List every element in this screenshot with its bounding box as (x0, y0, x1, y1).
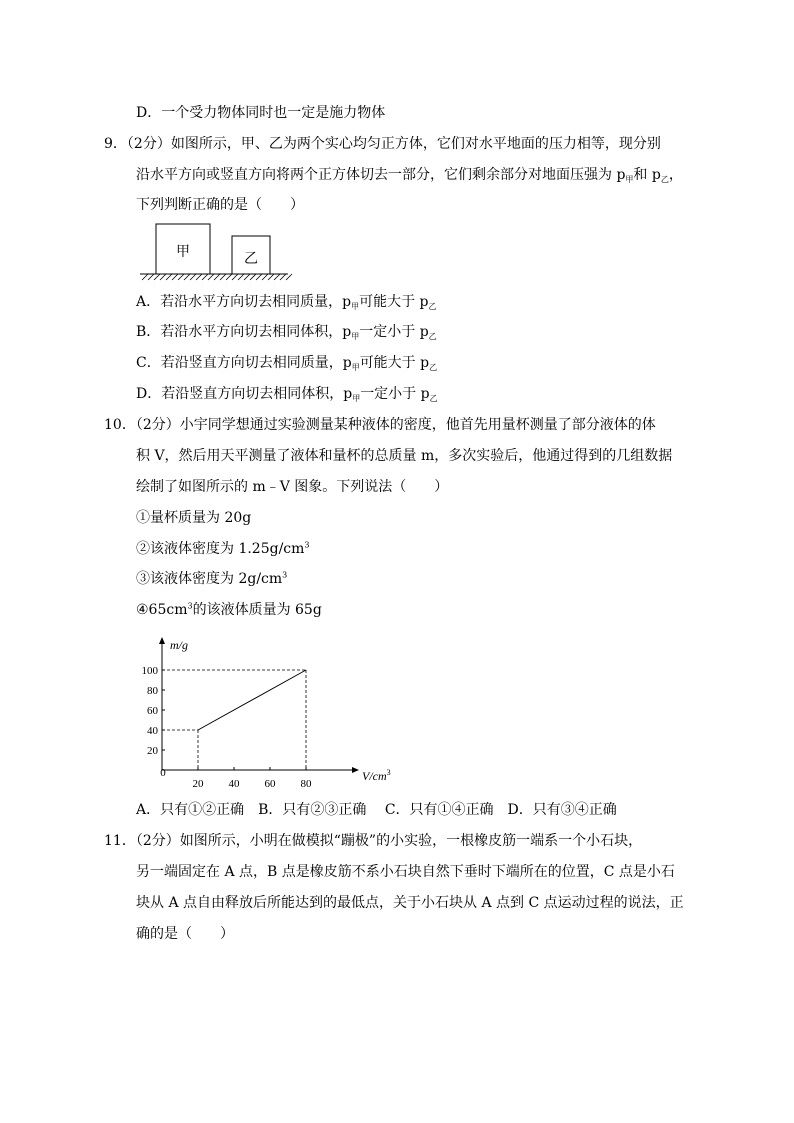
q9-stem-line1 (104, 135, 661, 153)
q9-option-c-sub2: 乙 (429, 363, 438, 372)
q9-option-b-sub2: 乙 (428, 332, 437, 341)
q9-option-c (136, 354, 437, 374)
q10-statement-4-sup: 3 (187, 601, 193, 611)
hatch-mark (268, 274, 274, 280)
q9-option-a-text: A．若沿水平方向切去相同质量，p (136, 294, 352, 310)
q10-statement-2-text: ②该液体密度为 1.25g/cm (136, 541, 305, 557)
y-tick-label: 40 (147, 725, 158, 737)
q10-statement-2-sup: 3 (304, 540, 310, 550)
q9-option-d-mid: 一定小于 p (360, 386, 430, 402)
q9-score: （2分） (126, 136, 171, 152)
q9-cubes-figure (138, 222, 298, 284)
x-tick-label: 20 (192, 778, 204, 788)
q10-statement-4-text: ④65cm (136, 602, 188, 618)
hatch-mark (244, 274, 250, 280)
hatch-mark (226, 274, 232, 280)
series-line-m-v (198, 670, 306, 730)
q9-option-c-text: C．若沿竖直方向切去相同质量，p (136, 355, 352, 371)
q11-score: （2分） (135, 833, 180, 849)
q10-statement-4-tail: 的该液体质量为 65g (192, 602, 322, 618)
hatch-mark (208, 274, 214, 280)
y-tick-label: 60 (147, 705, 158, 717)
q11-stem-line1 (104, 832, 642, 850)
q10-score: （2分） (135, 417, 180, 433)
q10-stem-line2: 积 V，然后用天平测量了液体和量杯的总质量 m，多次实验后，他通过得到的几组数据 (136, 448, 673, 464)
hatch-mark (214, 274, 220, 280)
hatch-mark (202, 274, 208, 280)
y-tick-label: 80 (147, 685, 158, 697)
q9-option-a-sub1: 甲 (351, 302, 360, 311)
q9-number: 9． (104, 136, 127, 152)
q9-stem-end: ， (668, 167, 683, 183)
hatch-mark (238, 274, 244, 280)
hatch-mark (148, 274, 154, 280)
q10-statement-3 (136, 570, 287, 588)
q10-stem-text1: 小宇同学想通过实验测量某种液体的密度，他首先用量杯测量了部分液体的体 (179, 417, 656, 433)
cube-yi-label: 乙 (244, 252, 258, 267)
q11-stem-line2: 另一端固定在 A 点，B 点是橡皮筋不系小石块自然下垂时下端所在的位置，C 点是小石 (136, 864, 675, 880)
hatch-mark (190, 274, 196, 280)
x-tick-label: 80 (300, 778, 312, 788)
hatch-mark (250, 274, 256, 280)
hatch-mark (172, 274, 178, 280)
q9-option-a-mid: 可能大于 p (359, 294, 429, 310)
q11-number: 11． (104, 833, 136, 849)
y-axis-label: m/g (170, 638, 188, 652)
q9-sub-yi: 乙 (660, 175, 669, 184)
q9-option-c-sub1: 甲 (351, 363, 360, 372)
q9-option-a (136, 293, 437, 313)
q11-stem-line4: 确的是（ ） (136, 926, 234, 942)
hatch-mark (184, 274, 190, 280)
hatch-mark (196, 274, 202, 280)
q9-option-d-text: D．若沿竖直方向切去相同体积，p (136, 386, 353, 402)
q9-option-c-mid: 可能大于 p (359, 355, 430, 371)
q10-statement-3-text: ③该液体密度为 2g/cm (136, 571, 283, 587)
q10-statement-4 (136, 601, 322, 619)
q9-option-d (136, 385, 438, 405)
cube-jia-label: 甲 (176, 245, 190, 260)
hatch-mark (280, 274, 286, 280)
ground-hatching (142, 274, 292, 280)
hatch-mark (178, 274, 184, 280)
q9-option-a-sub2: 乙 (428, 302, 437, 311)
q10-statement-2 (136, 540, 310, 558)
q9-option-b-text: B．若沿水平方向切去相同体积，p (136, 324, 352, 340)
hatch-mark (256, 274, 262, 280)
x-axis-label: $V/cm^3$ (362, 768, 391, 783)
q9-sub-jia: 甲 (625, 175, 634, 184)
q9-option-b (136, 323, 437, 343)
q11-stem-text1: 如图所示，小明在做模拟“蹦极”的小实验，一根橡皮筋一端系一个小石块， (179, 833, 643, 849)
hatch-mark (274, 274, 280, 280)
hatch-mark (154, 274, 160, 280)
origin-label: 0 (160, 767, 166, 779)
y-tick-label: 20 (147, 745, 158, 757)
q9-stem-line3: 下列判断正确的是（ ） (136, 197, 304, 213)
q9-option-d-sub2: 乙 (429, 394, 438, 403)
q9-option-b-mid: 一定小于 p (359, 324, 429, 340)
hatch-mark (166, 274, 172, 280)
hatch-mark (262, 274, 268, 280)
q11-stem-line3: 块从 A 点自由释放后所能达到的最低点，关于小石块从 A 点到 C 点运动过程的说法，正 (136, 895, 684, 911)
q10-number: 10． (104, 417, 136, 433)
q9-stem-line2 (136, 166, 683, 186)
q10-mv-chart (136, 630, 406, 788)
q10-stem-line1 (104, 416, 656, 434)
y-tick-label: 100 (141, 665, 158, 677)
q9-stem-text2: 沿水平方向或竖直方向将两个正方体切去一部分，它们剩余部分对地面压强为 p (136, 167, 626, 183)
q10-statement-3-sup: 3 (282, 570, 288, 580)
q9-stem-mid: 和 p (633, 167, 661, 183)
q10-statement-1 (136, 509, 251, 527)
q10-stem-line3: 绘制了如图所示的 m﹣V 图象。下列说法（ ） (136, 479, 449, 495)
q9-option-b-sub1: 甲 (351, 332, 360, 341)
hatch-mark (220, 274, 226, 280)
hatch-mark (286, 274, 292, 280)
q9-option-d-sub1: 甲 (352, 394, 361, 403)
x-tick-label: 40 (228, 778, 240, 788)
q8-option-d: D．一个受力物体同时也一定是施力物体 (136, 105, 386, 121)
hatch-mark (232, 274, 238, 280)
q10-statement-1-text: ①量杯质量为 20g (136, 510, 252, 526)
hatch-mark (142, 274, 148, 280)
x-tick-label: 60 (264, 778, 276, 788)
q10-options: A．只有①②正确 B．只有②③正确 C．只有①④正确 D．只有③④正确 (136, 802, 617, 818)
q9-stem-text1: 如图所示，甲、乙为两个实心均匀正方体，它们对水平地面的压力相等，现分别 (170, 136, 661, 152)
hatch-mark (160, 274, 166, 280)
